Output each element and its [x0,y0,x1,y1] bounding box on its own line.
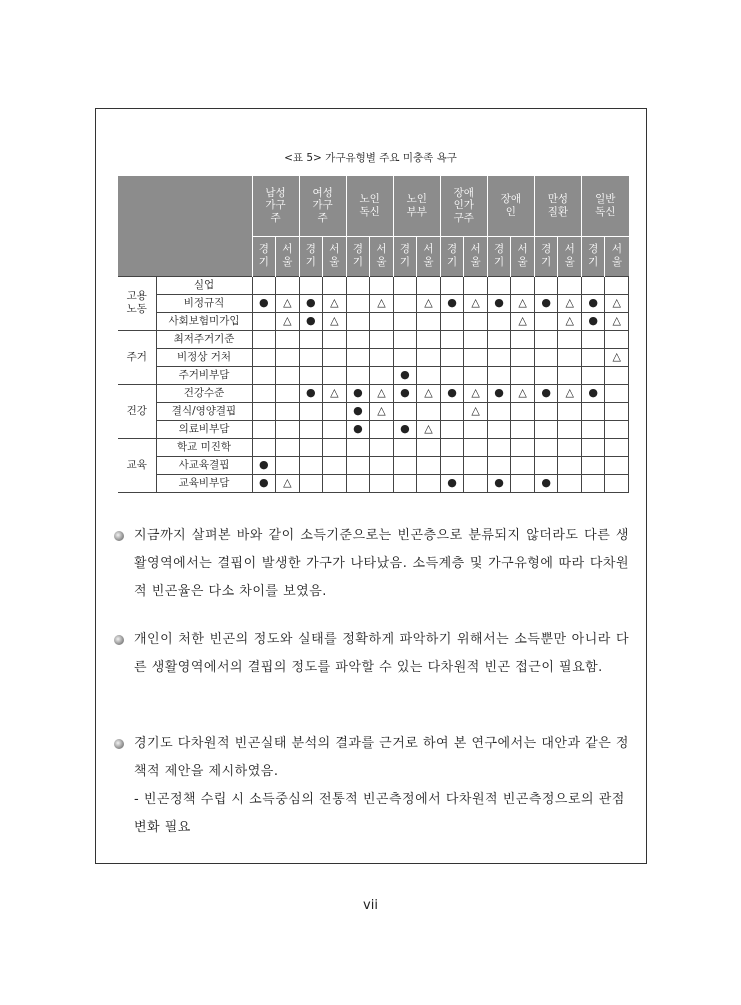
region-subheader: 서 울 [276,236,300,276]
region-subheader: 서 울 [558,236,582,276]
mark-cell: ● [440,384,464,402]
mark-cell: ● [393,384,417,402]
mark-cell: ● [299,384,323,402]
mark-cell [440,456,464,474]
mark-cell: ● [346,420,370,438]
bullet-icon [114,739,124,749]
mark-cell [346,456,370,474]
mark-cell [417,312,441,330]
region-subheader: 서 울 [511,236,535,276]
mark-cell [440,348,464,366]
mark-cell [276,384,300,402]
mark-cell: △ [464,402,488,420]
bullet-icon [114,531,124,541]
mark-cell [299,276,323,294]
mark-cell: ● [393,420,417,438]
mark-cell [581,438,605,456]
region-subheader: 경 기 [440,236,464,276]
mark-cell [323,402,347,420]
mark-cell: △ [464,384,488,402]
mark-cell [299,474,323,492]
mark-cell [558,438,582,456]
mark-cell [393,312,417,330]
mark-cell [464,474,488,492]
mark-cell [370,420,394,438]
bullet-2 [114,626,629,682]
mark-cell: △ [511,312,535,330]
dash-item: - 빈곤정책 수립 시 소득중심의 전통적 빈곤측정에서 다차원적 빈곤측정으로의 관점 변화 필요 [134,792,625,835]
mark-cell [299,330,323,348]
group-header: 노인 독신 [346,176,393,236]
mark-cell [511,348,535,366]
row-label: 의료비부담 [156,420,252,438]
mark-cell [605,474,629,492]
table-row [118,420,629,438]
mark-cell: ● [346,384,370,402]
mark-cell [323,348,347,366]
mark-cell: △ [323,384,347,402]
mark-cell [558,366,582,384]
mark-cell: △ [511,384,535,402]
mark-cell [440,402,464,420]
mark-cell [276,456,300,474]
mark-cell [370,456,394,474]
group-header: 여성 가구 주 [299,176,346,236]
mark-cell [534,402,558,420]
mark-cell: ● [581,312,605,330]
mark-cell [370,366,394,384]
mark-cell [440,330,464,348]
mark-cell [346,276,370,294]
mark-cell [464,366,488,384]
mark-cell [487,456,511,474]
mark-cell: △ [323,294,347,312]
bullet-1 [114,522,629,606]
mark-cell: △ [558,312,582,330]
table-row [118,456,629,474]
mark-cell [252,384,276,402]
table-row [118,474,629,492]
mark-cell: △ [276,294,300,312]
section-label: 고용 노동 [118,276,156,330]
mark-cell: △ [511,294,535,312]
mark-cell [346,474,370,492]
mark-cell [276,366,300,384]
mark-cell [276,348,300,366]
mark-cell [299,438,323,456]
mark-cell: ● [252,474,276,492]
group-header: 장애 인가 구주 [440,176,487,236]
mark-cell [276,402,300,420]
mark-cell [558,456,582,474]
mark-cell [393,348,417,366]
mark-cell: △ [417,384,441,402]
mark-cell [558,474,582,492]
mark-cell [511,402,535,420]
mark-cell [581,420,605,438]
row-label: 주거비부담 [156,366,252,384]
mark-cell [276,330,300,348]
mark-cell: ● [346,402,370,420]
mark-cell [605,366,629,384]
mark-cell [605,420,629,438]
mark-cell [323,420,347,438]
mark-cell: △ [464,294,488,312]
bullet-text: 경기도 다차원적 빈곤실태 분석의 결과를 근거로 하여 본 연구에서는 대안과 같은 정책적 제안을 제시하였음. [134,736,629,779]
table-row [118,294,629,312]
mark-cell: △ [605,312,629,330]
mark-cell [464,420,488,438]
table-row [118,330,629,348]
mark-cell [252,312,276,330]
mark-cell: ● [299,294,323,312]
page-number: vii [363,898,378,913]
table-row [118,276,629,294]
mark-cell [581,276,605,294]
mark-cell [417,348,441,366]
mark-cell [534,366,558,384]
mark-cell [581,402,605,420]
mark-cell [440,312,464,330]
mark-cell [276,438,300,456]
needs-table [118,176,629,493]
mark-cell [464,348,488,366]
mark-cell [346,330,370,348]
mark-cell [534,348,558,366]
mark-cell [558,402,582,420]
mark-cell [323,438,347,456]
mark-cell [252,420,276,438]
mark-cell: △ [417,420,441,438]
mark-cell [511,276,535,294]
mark-cell: △ [558,294,582,312]
mark-cell [417,402,441,420]
group-header: 남성 가구 주 [252,176,299,236]
mark-cell [605,402,629,420]
mark-cell [370,438,394,456]
mark-cell [417,366,441,384]
row-label: 건강수준 [156,384,252,402]
mark-cell [534,420,558,438]
mark-cell [417,276,441,294]
mark-cell [558,348,582,366]
mark-cell [605,456,629,474]
mark-cell: ● [534,294,558,312]
bullet-text: 지금까지 살펴본 바와 같이 소득기준으로는 빈곤층으로 분류되지 않더라도 다른 생활영역에서는 결핍이 발생한 가구가 나타났음. 소득계층 및 가구유형에 따라 다차원적 빈곤율은 다소 차이를 보였음. [134,528,629,599]
mark-cell: △ [370,294,394,312]
mark-cell [487,348,511,366]
mark-cell [464,312,488,330]
mark-cell [346,294,370,312]
region-subheader: 경 기 [487,236,511,276]
mark-cell [605,384,629,402]
mark-cell [276,276,300,294]
mark-cell [440,276,464,294]
mark-cell [252,330,276,348]
region-subheader: 경 기 [393,236,417,276]
mark-cell [417,438,441,456]
mark-cell [323,456,347,474]
mark-cell [393,294,417,312]
mark-cell [393,438,417,456]
mark-cell [487,276,511,294]
mark-cell [323,330,347,348]
mark-cell: △ [605,348,629,366]
region-subheader: 서 울 [417,236,441,276]
mark-cell: ● [252,294,276,312]
group-header: 노인 부부 [393,176,440,236]
mark-cell [417,474,441,492]
row-label: 결식/영양결핍 [156,402,252,420]
mark-cell [511,438,535,456]
mark-cell [393,276,417,294]
mark-cell: ● [440,474,464,492]
mark-cell [534,276,558,294]
mark-cell [558,330,582,348]
section-label: 주거 [118,330,156,384]
mark-cell [370,348,394,366]
mark-cell [252,366,276,384]
table-row [118,438,629,456]
mark-cell [323,276,347,294]
mark-cell [299,420,323,438]
row-label: 비정규직 [156,294,252,312]
mark-cell [464,456,488,474]
mark-cell [581,366,605,384]
mark-cell [346,348,370,366]
mark-cell: △ [558,384,582,402]
mark-cell [323,474,347,492]
mark-cell: △ [370,384,394,402]
mark-cell: ● [299,312,323,330]
mark-cell [299,366,323,384]
mark-cell [440,366,464,384]
mark-cell [370,330,394,348]
mark-cell [346,366,370,384]
table-row [118,312,629,330]
mark-cell [393,330,417,348]
mark-cell [534,330,558,348]
mark-cell [417,330,441,348]
mark-cell: ● [487,294,511,312]
mark-cell [487,402,511,420]
mark-cell: ● [534,384,558,402]
mark-cell [252,438,276,456]
mark-cell [605,276,629,294]
mark-cell [511,420,535,438]
mark-cell [393,456,417,474]
mark-cell [252,402,276,420]
mark-cell [581,348,605,366]
group-header: 만성 질환 [534,176,581,236]
region-subheader: 경 기 [534,236,558,276]
table-row [118,402,629,420]
table-row [118,384,629,402]
mark-cell [299,402,323,420]
row-label: 실업 [156,276,252,294]
mark-cell [511,456,535,474]
mark-cell [370,312,394,330]
region-subheader: 경 기 [299,236,323,276]
mark-cell [581,474,605,492]
mark-cell [464,276,488,294]
table-row [118,348,629,366]
row-label: 비정상 거처 [156,348,252,366]
mark-cell: △ [323,312,347,330]
region-subheader: 서 울 [323,236,347,276]
mark-cell [346,312,370,330]
row-label: 사회보험미가입 [156,312,252,330]
mark-cell [370,474,394,492]
mark-cell: ● [581,384,605,402]
header-blank [118,176,252,276]
mark-cell: △ [276,312,300,330]
mark-cell [487,366,511,384]
mark-cell [558,420,582,438]
bullet-text: 개인이 처한 빈곤의 정도와 실태를 정확하게 파악하기 위해서는 소득뿐만 아니라 다른 생활영역에서의 결핍의 정도를 파악할 수 있는 다차원적 빈곤 접근이 필요함. [134,632,629,675]
mark-cell [393,474,417,492]
region-subheader: 서 울 [464,236,488,276]
mark-cell: ● [581,294,605,312]
table-row [118,366,629,384]
mark-cell: ● [393,366,417,384]
mark-cell: ● [534,474,558,492]
mark-cell [440,420,464,438]
mark-cell [511,366,535,384]
mark-cell [276,420,300,438]
group-header: 일반 독신 [581,176,628,236]
section-label: 교육 [118,438,156,492]
mark-cell: △ [605,294,629,312]
mark-cell [370,276,394,294]
region-subheader: 서 울 [605,236,629,276]
mark-cell [464,330,488,348]
mark-cell: ● [440,294,464,312]
mark-cell [581,330,605,348]
row-label: 교육비부담 [156,474,252,492]
mark-cell [252,348,276,366]
mark-cell [605,438,629,456]
mark-cell [534,438,558,456]
mark-cell: △ [417,294,441,312]
mark-cell [487,330,511,348]
region-subheader: 경 기 [346,236,370,276]
mark-cell [534,456,558,474]
mark-cell [346,438,370,456]
mark-cell [252,276,276,294]
mark-cell [558,276,582,294]
mark-cell [417,456,441,474]
row-label: 사교육결핍 [156,456,252,474]
mark-cell [393,402,417,420]
mark-cell [487,420,511,438]
mark-cell [511,474,535,492]
mark-cell [487,312,511,330]
bullet-icon [114,635,124,645]
row-label: 최저주거기준 [156,330,252,348]
section-label: 건강 [118,384,156,438]
mark-cell: ● [487,474,511,492]
mark-cell [534,312,558,330]
mark-cell: ● [487,384,511,402]
mark-cell [511,330,535,348]
mark-cell [440,438,464,456]
mark-cell [464,438,488,456]
mark-cell [323,366,347,384]
mark-cell: △ [370,402,394,420]
region-subheader: 서 울 [370,236,394,276]
row-label: 학교 미진학 [156,438,252,456]
mark-cell [299,456,323,474]
mark-cell [581,456,605,474]
group-header: 장애 인 [487,176,534,236]
bullet-3 [114,730,629,842]
mark-cell [487,438,511,456]
mark-cell [605,330,629,348]
mark-cell: ● [252,456,276,474]
region-subheader: 경 기 [581,236,605,276]
region-subheader: 경 기 [252,236,276,276]
table-caption: <표 5> 가구유형별 주요 미충족 욕구 [284,152,457,164]
mark-cell [299,348,323,366]
mark-cell: △ [276,474,300,492]
